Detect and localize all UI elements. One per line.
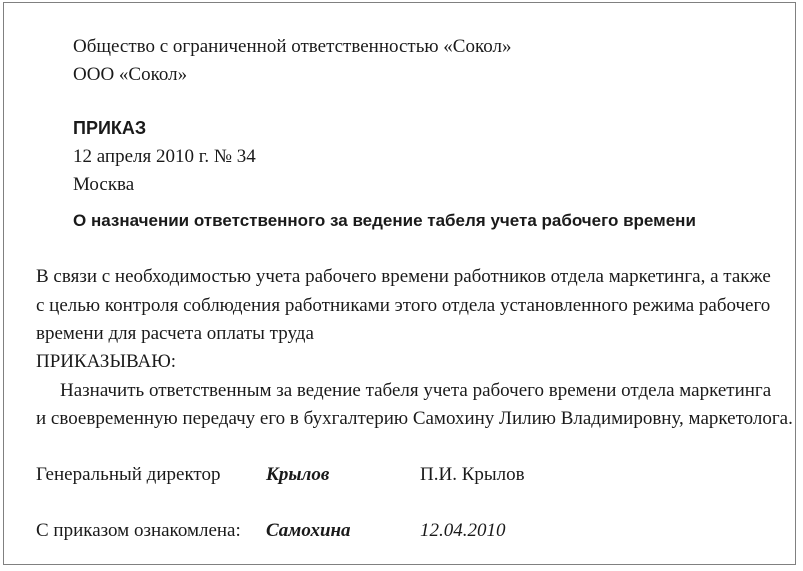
org-short-name: ООО «Сокол» — [73, 64, 188, 85]
body-line: В связи с необходимостью учета рабочего времени работников отдела маркетинга, а также — [36, 266, 771, 287]
order-line: и своевременную передачу его в бухгалтерию Самохину Лилию Владимировну, маркетолога. — [36, 408, 793, 429]
document-page — [3, 2, 796, 565]
acknowledge-date: 12.04.2010 — [420, 520, 506, 541]
body-line: с целью контроля соблюдения работниками этого отдела установленного режима рабочего — [36, 295, 771, 316]
document-type: ПРИКАЗ — [73, 118, 147, 138]
signer-position: Генеральный директор — [36, 464, 221, 485]
document-heading: О назначении ответственного за ведение табеля учета рабочего времени — [73, 211, 696, 230]
order-word: ПРИКАЗЫВАЮ: — [36, 351, 177, 372]
body-line: времени для расчета оплаты труда — [36, 323, 314, 344]
order-line: Назначить ответственным за ведение табеля учета рабочего времени отдела маркетинга — [60, 380, 772, 401]
employee-signature: Самохина — [266, 520, 351, 541]
org-full-name: Общество с ограниченной ответственностью «Сокол» — [73, 36, 512, 57]
director-name: П.И. Крылов — [420, 464, 525, 485]
document-date-number: 12 апреля 2010 г. № 34 — [73, 146, 256, 167]
document-city: Москва — [73, 174, 135, 195]
director-signature: Крылов — [266, 464, 330, 485]
acknowledge-label: С приказом ознакомлена: — [36, 520, 241, 541]
